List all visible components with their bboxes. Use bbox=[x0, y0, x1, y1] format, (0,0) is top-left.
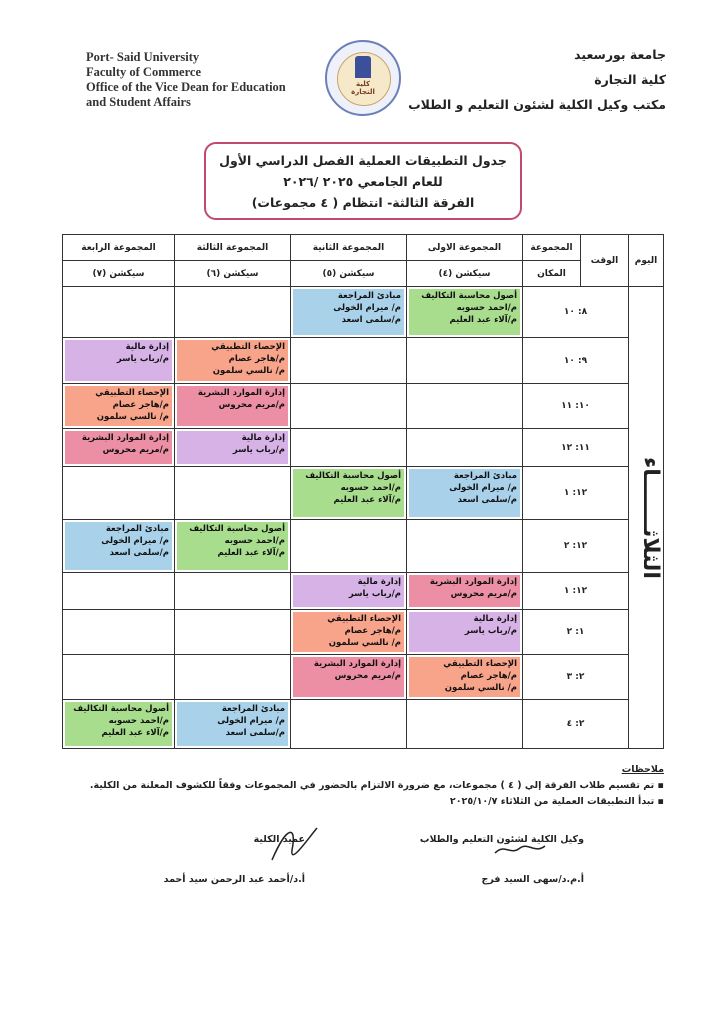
time-slot: ١٢: ١ bbox=[523, 573, 629, 610]
day-header: اليوم bbox=[629, 235, 664, 287]
session-cell bbox=[63, 467, 175, 520]
session-box bbox=[409, 657, 520, 697]
course-name: إدارة الموارد البشرية bbox=[81, 433, 169, 443]
instructor-name: م/ ميرام الخولى bbox=[333, 303, 401, 313]
session-box bbox=[65, 431, 172, 464]
session-box bbox=[65, 522, 172, 570]
session-box bbox=[293, 657, 404, 697]
group-header: المجموعة الثالثة bbox=[175, 235, 291, 261]
course-name: مبادئ المراجعة bbox=[221, 704, 285, 714]
session-box bbox=[177, 702, 288, 746]
time-header: الوقت bbox=[581, 235, 629, 287]
course-name: إدارة مالية bbox=[357, 577, 401, 587]
schedule-row bbox=[63, 467, 664, 520]
session-cell bbox=[407, 655, 523, 700]
group-header: المجموعة الاولى bbox=[407, 235, 523, 261]
section-header: سيكشن (٤) bbox=[407, 261, 523, 287]
ar-line: جامعة بورسعيد bbox=[574, 47, 666, 62]
session-cell bbox=[291, 610, 407, 655]
ar-line: كلية التجارة bbox=[594, 72, 666, 87]
instructor-name: م/هاجر عصام bbox=[460, 671, 517, 681]
time-slot: ١٢: ٢ bbox=[523, 520, 629, 573]
course-name: مبادئ المراجعة bbox=[105, 524, 169, 534]
university-header-en bbox=[86, 50, 286, 110]
session-cell bbox=[175, 429, 291, 467]
en-line: Port- Said University bbox=[86, 50, 200, 64]
instructor-name: م/ ميرام الخولى bbox=[101, 536, 169, 546]
notes-section bbox=[90, 762, 664, 810]
course-name: أصول محاسبة التكاليف bbox=[305, 471, 401, 481]
instructor-name: م/ نالسي سلمون bbox=[96, 412, 169, 422]
schedule-row bbox=[63, 520, 664, 573]
en-line: Faculty of Commerce bbox=[86, 65, 202, 79]
session-cell bbox=[175, 610, 291, 655]
course-name: الإحصاء التطبيقي bbox=[443, 659, 517, 669]
dean-signature-scribble bbox=[262, 820, 322, 870]
instructor-name: م/احمد حسوبه bbox=[340, 483, 401, 493]
instructor-name: م/آلاء عبد العليم bbox=[217, 548, 285, 558]
group-label: المجموعة bbox=[523, 235, 581, 261]
university-header-ar bbox=[408, 42, 666, 117]
session-cell bbox=[407, 700, 523, 749]
course-name: إدارة مالية bbox=[473, 614, 517, 624]
instructor-name: م/هاجر عصام bbox=[344, 626, 401, 636]
vice-dean-signature-scribble bbox=[490, 838, 550, 860]
schedule-row bbox=[63, 429, 664, 467]
session-cell bbox=[63, 429, 175, 467]
day-cell bbox=[629, 287, 664, 749]
instructor-name: م/آلاء عبد العليم bbox=[101, 728, 169, 738]
time-slot: ١٠: ١١ bbox=[523, 384, 629, 429]
vice-dean-name: أ.م.د/سهى السيد فرج bbox=[481, 874, 584, 885]
session-cell bbox=[63, 655, 175, 700]
instructor-name: م/رباب ياسر bbox=[232, 445, 285, 455]
instructor-name: م/هاجر عصام bbox=[112, 400, 169, 410]
session-cell bbox=[291, 573, 407, 610]
session-cell bbox=[63, 520, 175, 573]
schedule-row bbox=[63, 610, 664, 655]
session-cell bbox=[291, 467, 407, 520]
instructor-name: م/ ميرام الخولى bbox=[449, 483, 517, 493]
schedule-row bbox=[63, 384, 664, 429]
session-cell bbox=[63, 287, 175, 338]
instructor-name: م/مريم محروس bbox=[102, 445, 169, 455]
course-name: الإحصاء التطبيقي bbox=[327, 614, 401, 624]
session-cell bbox=[291, 287, 407, 338]
course-name: أصول محاسبة التكاليف bbox=[189, 524, 285, 534]
schedule-row bbox=[63, 338, 664, 384]
session-box bbox=[177, 340, 288, 381]
course-name: إدارة الموارد البشرية bbox=[313, 659, 401, 669]
instructor-name: م/ نالسي سلمون bbox=[444, 683, 517, 693]
instructor-name: م/سلمى اسعد bbox=[225, 728, 285, 738]
session-cell bbox=[63, 700, 175, 749]
instructor-name: م/احمد حسوبه bbox=[224, 536, 285, 546]
en-line: and Student Affairs bbox=[86, 95, 191, 109]
dean-name: أ.د/أحمد عبد الرحمن سيد أحمد bbox=[163, 874, 305, 885]
instructor-name: م/مريم محروس bbox=[450, 589, 517, 599]
session-cell bbox=[291, 700, 407, 749]
faculty-logo bbox=[325, 40, 401, 116]
instructor-name: م/ نالسي سلمون bbox=[328, 638, 401, 648]
section-header: سيكشن (٥) bbox=[291, 261, 407, 287]
time-slot: ٨: ١٠ bbox=[523, 287, 629, 338]
instructor-name: م/ نالسي سلمون bbox=[212, 366, 285, 376]
instructor-name: م/رباب ياسر bbox=[464, 626, 517, 636]
time-slot: ٢: ٣ bbox=[523, 655, 629, 700]
schedule-table bbox=[62, 234, 664, 749]
en-line: Office of the Vice Dean for Education bbox=[86, 80, 286, 94]
session-box bbox=[177, 386, 288, 426]
course-name: إدارة مالية bbox=[125, 342, 169, 352]
title-line-2: للعام الجامعي ٢٠٢٥ /٢٠٢٦ bbox=[283, 174, 443, 189]
session-cell bbox=[175, 287, 291, 338]
session-cell bbox=[291, 429, 407, 467]
session-cell bbox=[175, 467, 291, 520]
session-box bbox=[65, 340, 172, 381]
title-line-1: جدول التطبيقات العملية الفصل الدراسي الأول bbox=[219, 153, 507, 168]
session-cell bbox=[175, 338, 291, 384]
instructor-name: م/هاجر عصام bbox=[228, 354, 285, 364]
session-cell bbox=[407, 610, 523, 655]
instructor-name: م/احمد حسوبه bbox=[108, 716, 169, 726]
note-item: ▪ تم تقسيم طلاب الفرقة إلي ( ٤ ) مجموعات، مع ضرورة الالتزام بالحضور في المجموعات وفقاً للكشوف المعلنة من الكلية. bbox=[89, 780, 664, 791]
session-box bbox=[293, 469, 404, 517]
instructor-name: م/رباب ياسر bbox=[116, 354, 169, 364]
instructor-name: م/ ميرام الخولى bbox=[217, 716, 285, 726]
session-box bbox=[65, 386, 172, 426]
session-cell bbox=[63, 610, 175, 655]
session-box bbox=[293, 289, 404, 335]
session-cell bbox=[63, 384, 175, 429]
session-cell bbox=[407, 384, 523, 429]
schedule-title-box bbox=[204, 142, 522, 220]
time-slot: ١: ٢ bbox=[523, 610, 629, 655]
course-name: إدارة مالية bbox=[241, 433, 285, 443]
session-cell bbox=[407, 287, 523, 338]
ar-line: مكتب وكيل الكلية لشئون التعليم و الطلاب bbox=[408, 97, 666, 112]
session-cell bbox=[291, 520, 407, 573]
instructor-name: م/مريم محروس bbox=[334, 671, 401, 681]
logo-text: كلية التجارة bbox=[351, 80, 375, 96]
session-box bbox=[409, 612, 520, 652]
session-cell bbox=[175, 520, 291, 573]
title-line-3: الفرقة الثالثة- انتظام ( ٤ مجموعات) bbox=[251, 195, 475, 210]
time-slot: ١١: ١٢ bbox=[523, 429, 629, 467]
session-cell bbox=[175, 573, 291, 610]
section-header: سيكشن (٦) bbox=[175, 261, 291, 287]
course-name: إدارة الموارد البشرية bbox=[429, 577, 517, 587]
dean-title: عميد الكلية bbox=[253, 834, 305, 845]
schedule-row bbox=[63, 287, 664, 338]
session-cell bbox=[291, 384, 407, 429]
vice-dean-signature bbox=[364, 820, 584, 900]
course-name: الإحصاء التطبيقي bbox=[95, 388, 169, 398]
session-cell bbox=[407, 520, 523, 573]
instructor-name: م/سلمى اسعد bbox=[457, 495, 517, 505]
day-label: الثلاثـــــــاء bbox=[638, 456, 663, 579]
vice-dean-title: وكيل الكلية لشئون التعليم والطلاب bbox=[419, 834, 584, 845]
section-header: سيكشن (٧) bbox=[63, 261, 175, 287]
session-box bbox=[409, 575, 520, 607]
instructor-name: م/رباب ياسر bbox=[348, 589, 401, 599]
session-cell bbox=[291, 655, 407, 700]
notes-title: ملاحظات bbox=[621, 764, 664, 775]
session-cell bbox=[175, 384, 291, 429]
course-name: مبادئ المراجعة bbox=[453, 471, 517, 481]
session-cell bbox=[407, 338, 523, 384]
session-box bbox=[177, 431, 288, 464]
course-name: الإحصاء التطبيقي bbox=[211, 342, 285, 352]
schedule-row bbox=[63, 700, 664, 749]
session-box bbox=[65, 702, 172, 746]
instructor-name: م/آلاء عبد العليم bbox=[449, 315, 517, 325]
schedule-row bbox=[63, 655, 664, 700]
schedule-row bbox=[63, 573, 664, 610]
session-box bbox=[177, 522, 288, 570]
time-slot: ٩: ١٠ bbox=[523, 338, 629, 384]
session-cell bbox=[407, 573, 523, 610]
session-box bbox=[293, 612, 404, 652]
session-cell bbox=[407, 467, 523, 520]
group-header: المجموعة الرابعة bbox=[63, 235, 175, 261]
place-label: المكان bbox=[523, 261, 581, 287]
session-cell bbox=[407, 429, 523, 467]
course-name: مبادئ المراجعة bbox=[337, 291, 401, 301]
instructor-name: م/مريم محروس bbox=[218, 400, 285, 410]
time-slot: ١٢: ١ bbox=[523, 467, 629, 520]
session-box bbox=[409, 289, 520, 335]
session-cell bbox=[291, 338, 407, 384]
session-cell bbox=[175, 700, 291, 749]
course-name: إدارة الموارد البشرية bbox=[197, 388, 285, 398]
course-name: أصول محاسبة التكاليف bbox=[421, 291, 517, 301]
session-box bbox=[409, 469, 520, 517]
instructor-name: م/سلمى اسعد bbox=[341, 315, 401, 325]
session-cell bbox=[175, 655, 291, 700]
time-slot: ٢: ٤ bbox=[523, 700, 629, 749]
session-cell bbox=[63, 573, 175, 610]
course-name: أصول محاسبة التكاليف bbox=[73, 704, 169, 714]
instructor-name: م/سلمى اسعد bbox=[109, 548, 169, 558]
group-header: المجموعة الثانية bbox=[291, 235, 407, 261]
session-box bbox=[293, 575, 404, 607]
instructor-name: م/آلاء عبد العليم bbox=[333, 495, 401, 505]
session-cell bbox=[63, 338, 175, 384]
note-item: ▪ تبدأ التطبيقات العملية من الثلاثاء ٢٠٢٥/١٠/٧ bbox=[449, 796, 664, 807]
instructor-name: م/احمد حسوبه bbox=[456, 303, 517, 313]
